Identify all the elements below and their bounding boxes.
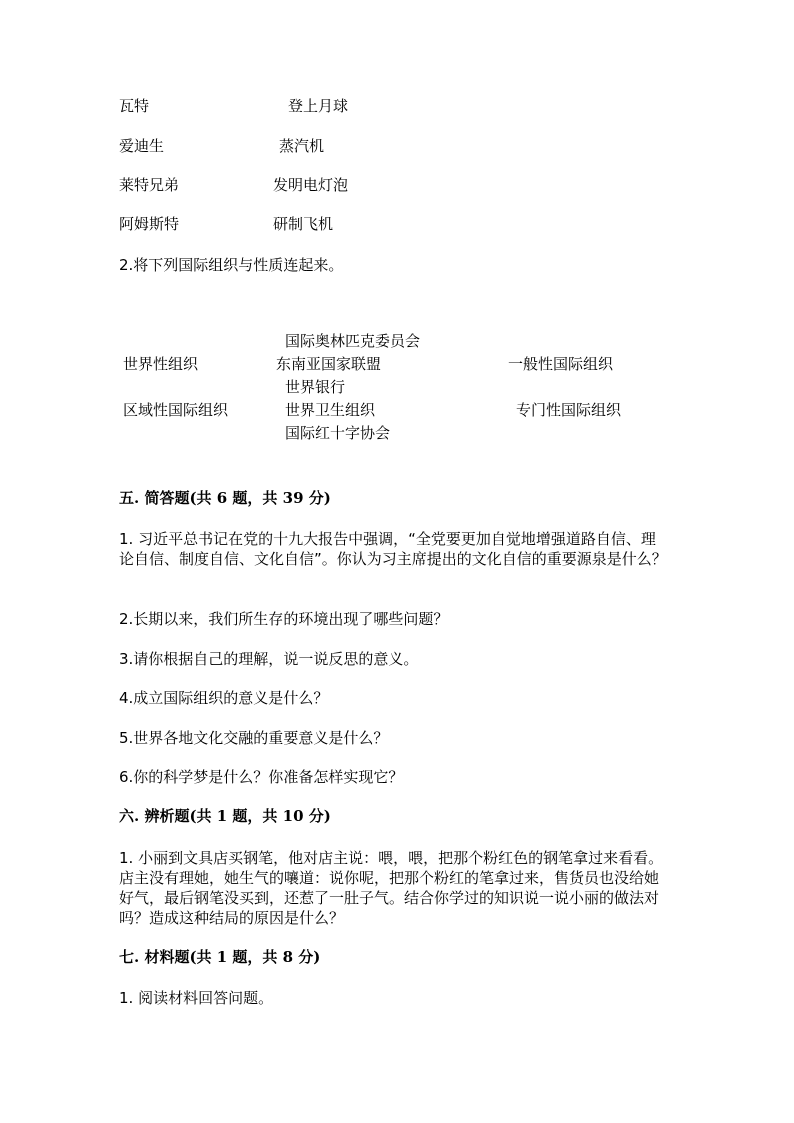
- section-heading: 五. 简答题(共 6 题，共 39 分): [119, 489, 331, 507]
- question-text: 1. 小丽到文具店买钢笔，他对店主说：喂，喂，把那个粉红色的钢笔拿过来看看。店主没有理她，她生气的嚷道：说你呢，把那个粉红的笔拿过来，售货员也没给她好气，最后钢笔没买到，还惹了一肚子气。结合你学过的知识说一说小丽的做法对吗？造成这种结局的原因是什么？: [119, 849, 664, 927]
- matching-right-item: 研制飞机: [273, 215, 334, 233]
- question-text: 6.你的科学梦是什么？你准备怎样实现它？: [119, 768, 404, 786]
- question-text: 1. 阅读材料回答问题。: [119, 989, 274, 1007]
- org-type-left: 区域性国际组织: [123, 401, 229, 419]
- section-heading: 六. 辨析题(共 1 题，共 10 分): [119, 807, 331, 825]
- org-nature-right: 一般性国际组织: [508, 355, 614, 373]
- matching-left-item: 爱迪生: [119, 137, 165, 155]
- question-text: 2.长期以来，我们所生存的环境出现了哪些问题？: [119, 610, 449, 628]
- question-text: 5.世界各地文化交融的重要意义是什么？: [119, 729, 389, 747]
- matching-right-item: 登上月球: [288, 97, 349, 115]
- question-prompt: 2.将下列国际组织与性质连起来。: [119, 256, 344, 274]
- org-item: 国际奥林匹克委员会: [285, 332, 421, 350]
- org-nature-right: 专门性国际组织: [516, 401, 622, 419]
- matching-right-item: 发明电灯泡: [273, 176, 349, 194]
- org-item: 东南亚国家联盟: [276, 355, 382, 373]
- org-item: 世界银行: [285, 378, 346, 396]
- question-text: 3.请你根据自己的理解，说一说反思的意义。: [119, 650, 419, 668]
- section-heading: 七. 材料题(共 1 题，共 8 分): [119, 948, 321, 966]
- question-text: 4.成立国际组织的意义是什么？: [119, 689, 329, 707]
- matching-left-item: 瓦特: [119, 97, 150, 115]
- matching-right-item: 蒸汽机: [279, 137, 325, 155]
- matching-left-item: 莱特兄弟: [119, 176, 180, 194]
- org-item: 国际红十字协会: [285, 424, 391, 442]
- question-text: 1. 习近平总书记在党的十九大报告中强调，“全党要更加自觉地增强道路自信、理论自信、制度自信、文化自信”。你认为习主席提出的文化自信的重要源泉是什么？: [119, 530, 667, 568]
- org-type-left: 世界性组织: [123, 355, 199, 373]
- org-item: 世界卫生组织: [285, 401, 376, 419]
- matching-left-item: 阿姆斯特: [119, 215, 180, 233]
